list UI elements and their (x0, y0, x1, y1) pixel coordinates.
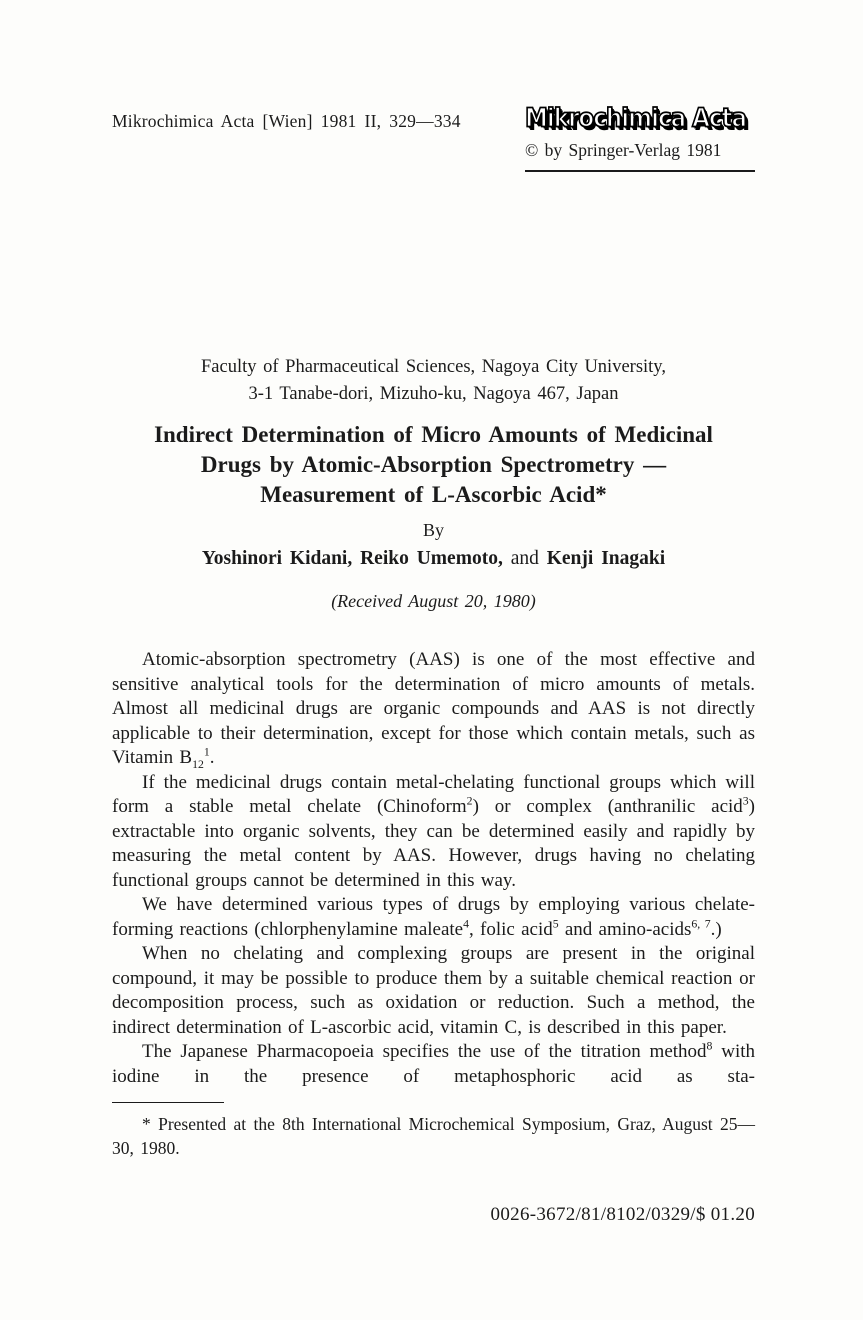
footnote-text: * Presented at the 8th International Microchemical Symposium, Graz, August 25—30, 1980. (112, 1114, 755, 1158)
footnote-rule (112, 1102, 224, 1103)
affiliation-line-2: 3-1 Tanabe-dori, Mizuho-ku, Nagoya 467, Japan (248, 384, 619, 404)
by-label: By (422, 520, 444, 540)
article-title (112, 420, 755, 510)
page-header (112, 104, 755, 180)
journal-citation: Mikrochimica Acta [Wien] 1981 II, 329—334 (112, 111, 461, 131)
author-names: Yoshinori Kidani, Reiko Umemoto, and Kenji Inagaki (201, 548, 666, 569)
received-date: (Received August 20, 1980) (331, 591, 536, 611)
issn-price-code: 0026-3672/81/8102/0329/$ 01.20 (490, 1204, 755, 1225)
body-paragraph: We have determined various types of drugs by employing various chelate-forming reactions (chlorphenylamine maleate$^4$, folic acid$^5$ and amino-acids$^{6, 7}$.) (112, 894, 755, 940)
author-affiliation (112, 354, 755, 408)
copyright-notice: © by Springer-Verlag 1981 (525, 140, 722, 160)
body-paragraph: If the medicinal drugs contain metal-chelating functional groups which will form a stable metal chelate (Chinoform$^2$) or complex (anthranilic acid$^3$) extractable into organic solvents, they can be determined easily and rapidly by measuring the metal content by AAS. However, drugs having no chelating functional groups cannot be determined in this way. (112, 771, 755, 891)
affiliation-line-1: Faculty of Pharmaceutical Sciences, Nagoya City University, (201, 357, 666, 377)
title-line-2: Drugs by Atomic-Absorption Spectrometry — (200, 452, 667, 477)
article-body (112, 648, 755, 1089)
body-paragraph: When no chelating and complexing groups are present in the original compound, it may be possible to produce them by a suitable chemical reaction or decomposition process, such as oxidation or reduction. Such a method, the indirect determination of L-ascorbic acid, vitamin C, is described in this paper. (112, 943, 755, 1038)
header-rule (525, 170, 755, 172)
body-paragraph: Atomic-absorption spectrometry (AAS) is one of the most effective and sensitive analytical tools for the determination of micro amounts of metals. Almost all medicinal drugs are organic compounds and AAS is not directly applicable to their determination, except for those which contain metals, such as Vitamin $B_{12}^1$. (112, 649, 755, 771)
publisher-block (525, 104, 755, 180)
title-line-3: Measurement of L-Ascorbic Acid* (260, 482, 607, 507)
body-paragraph: The Japanese Pharmacopoeia specifies the use of the titration method$^8$ with iodine in the presence of metaphosphoric acid as sta- (112, 1039, 755, 1087)
journal-logo: Mikrochimica Acta (525, 104, 747, 134)
title-line-1: Indirect Determination of Micro Amounts of Medicinal (154, 422, 713, 447)
